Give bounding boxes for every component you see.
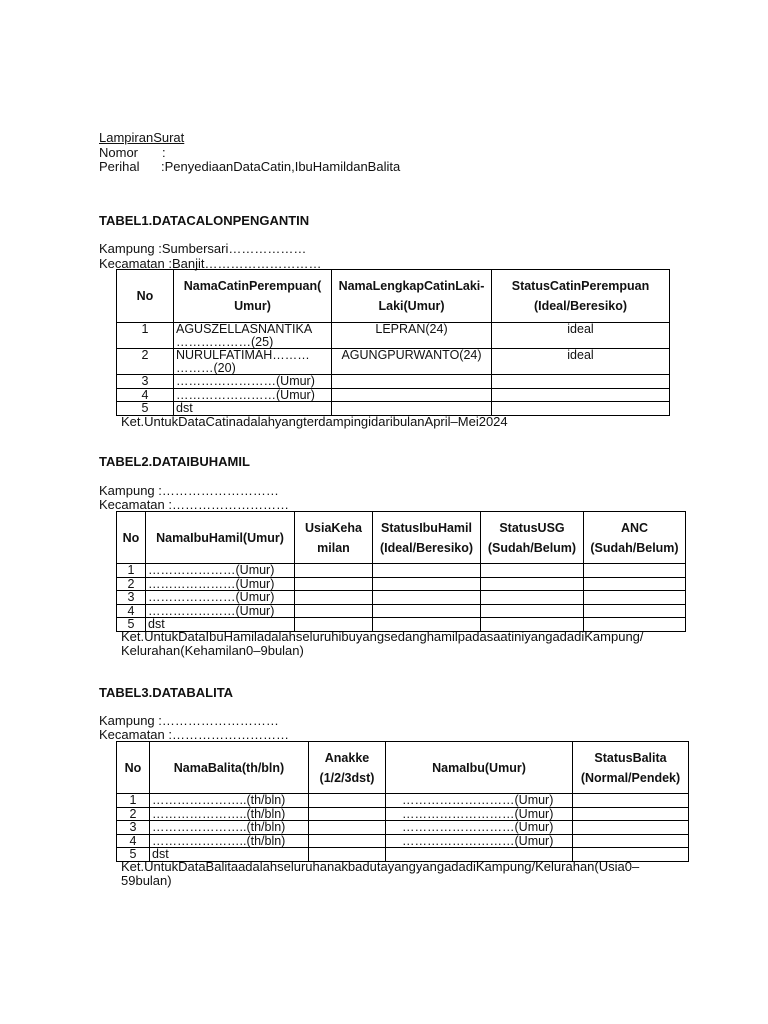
table3-title: TABEL3.DATABALITA	[99, 685, 234, 700]
row-ibu: ………………………(Umur)	[386, 821, 573, 835]
row-cell	[573, 834, 689, 848]
table2-header-no: No	[117, 512, 146, 564]
table3-header-anak: Anakke (1/2/3dst)	[309, 742, 386, 794]
row-perempuan: NURULFATIMAH……… ………(20)	[174, 349, 332, 375]
row-ibu: ………………………(Umur)	[386, 794, 573, 808]
table1-note: Ket.UntukDataCatinadalahyangterdampingidaribulanApril–Mei2024	[121, 414, 508, 429]
table2-header-usia: UsiaKeha milan	[295, 512, 373, 564]
row-cell	[481, 604, 584, 618]
row-cell	[584, 577, 686, 591]
table-row	[117, 794, 689, 808]
row-status	[492, 388, 670, 402]
row-laki: AGUNGPURWANTO(24)	[332, 349, 492, 375]
row-perempuan: AGUSZELLASNANTIKA ………………(25)	[174, 323, 332, 349]
table3-kampung: Kampung :………………………	[99, 713, 279, 728]
table3-note-line1: Ket.UntukDataBalitaadalahseluruhanakbadutayangyangadadiKampung/Kelurahan(Usia0–	[121, 859, 640, 874]
row-no: 4	[117, 388, 174, 402]
table1-header-perempuan: NamaCatinPerempuan( Umur)	[174, 270, 332, 323]
row-cell	[309, 794, 386, 808]
row-cell	[309, 821, 386, 835]
table3	[116, 741, 689, 862]
row-laki: LEPRAN(24)	[332, 323, 492, 349]
row-laki	[332, 388, 492, 402]
row-no: 5	[117, 618, 146, 632]
table2-note-line2: Kelurahan(Kehamilan0–9bulan)	[121, 643, 304, 658]
row-status	[492, 375, 670, 389]
table2-header-anc: ANC (Sudah/Belum)	[584, 512, 686, 564]
table2-header-nama: NamaIbuHamil(Umur)	[146, 512, 295, 564]
table2-title: TABEL2.DATAIBUHAMIL	[99, 454, 250, 469]
row-no: 5	[117, 848, 150, 862]
row-cell	[309, 807, 386, 821]
row-ibu: ………………………(Umur)	[386, 807, 573, 821]
table1-title: TABEL1.DATACALONPENGANTIN	[99, 213, 310, 228]
row-no: 2	[117, 807, 150, 821]
table1-kampung: Kampung :Sumbersari………………	[99, 241, 307, 256]
table1-header-laki: NamaLengkapCatinLaki- Laki(Umur)	[332, 270, 492, 323]
row-no: 4	[117, 834, 150, 848]
row-status: ideal	[492, 323, 670, 349]
row-cell	[295, 577, 373, 591]
nomor-value: :	[162, 145, 166, 160]
row-cell	[373, 591, 481, 605]
row-cell	[481, 577, 584, 591]
table-row	[117, 402, 670, 416]
row-perempuan: ……………………(Umur)	[174, 388, 332, 402]
row-no: 3	[117, 375, 174, 389]
row-no: 3	[117, 821, 150, 835]
row-nama: …………………(Umur)	[146, 604, 295, 618]
table3-kecamatan: Kecamatan :………………………	[99, 727, 289, 742]
row-nama: dst	[146, 618, 295, 632]
row-cell	[573, 821, 689, 835]
row-nama: …………………..(th/bln)	[150, 834, 309, 848]
row-no: 1	[117, 564, 146, 578]
row-nama: …………………(Umur)	[146, 577, 295, 591]
row-ibu: ………………………(Umur)	[386, 834, 573, 848]
table-row	[117, 591, 686, 605]
table3-header-nama: NamaBalita(th/bln)	[150, 742, 309, 794]
table2-header-status: StatusIbuHamil (Ideal/Beresiko)	[373, 512, 481, 564]
row-cell	[295, 591, 373, 605]
table1-kecamatan: Kecamatan :Banjit………………………	[99, 256, 322, 271]
row-nama: …………………(Umur)	[146, 564, 295, 578]
row-cell	[373, 564, 481, 578]
row-no: 2	[117, 349, 174, 375]
row-nama: dst	[150, 848, 309, 862]
nomor-label: Nomor	[99, 145, 139, 160]
table2-kecamatan: Kecamatan :………………………	[99, 497, 289, 512]
row-cell	[373, 577, 481, 591]
row-nama: …………………..(th/bln)	[150, 821, 309, 835]
table1	[116, 269, 670, 416]
row-cell	[573, 794, 689, 808]
table-row	[117, 577, 686, 591]
perihal-label: Perihal	[99, 159, 140, 174]
table3-note-line2: 59bulan)	[121, 873, 172, 888]
row-cell	[584, 604, 686, 618]
row-cell	[584, 564, 686, 578]
row-cell	[295, 604, 373, 618]
row-no: 1	[117, 323, 174, 349]
row-nama: …………………..(th/bln)	[150, 807, 309, 821]
row-status: ideal	[492, 349, 670, 375]
row-nama: …………………..(th/bln)	[150, 794, 309, 808]
row-cell	[373, 604, 481, 618]
row-no: 3	[117, 591, 146, 605]
row-nama: …………………(Umur)	[146, 591, 295, 605]
table-row	[117, 564, 686, 578]
table2-kampung: Kampung :………………………	[99, 483, 279, 498]
perihal-value: :PenyediaanDataCatin,IbuHamildanBalita	[161, 159, 401, 174]
row-no: 4	[117, 604, 146, 618]
table1-header-no: No	[117, 270, 174, 323]
row-cell	[481, 591, 584, 605]
table2	[116, 511, 686, 632]
row-perempuan: dst	[174, 402, 332, 416]
row-cell	[573, 807, 689, 821]
row-no: 1	[117, 794, 150, 808]
lampiran-title: LampiranSurat	[99, 130, 185, 145]
table-row	[117, 604, 686, 618]
table1-header-status: StatusCatinPerempuan (Ideal/Beresiko)	[492, 270, 670, 323]
table2-header-usg: StatusUSG (Sudah/Belum)	[481, 512, 584, 564]
table-row	[117, 323, 670, 349]
table-row	[117, 375, 670, 389]
table-row	[117, 388, 670, 402]
table-row	[117, 821, 689, 835]
table3-header-status: StatusBalita (Normal/Pendek)	[573, 742, 689, 794]
row-laki	[332, 375, 492, 389]
table3-header-no: No	[117, 742, 150, 794]
row-no: 5	[117, 402, 174, 416]
table-row	[117, 834, 689, 848]
table-row	[117, 807, 689, 821]
row-cell	[481, 564, 584, 578]
row-perempuan: ……………………(Umur)	[174, 375, 332, 389]
row-no: 2	[117, 577, 146, 591]
table2-note-line1: Ket.UntukDataIbuHamiladalahseluruhibuyangsedanghamilpadasaatiniyangadadiKampung/	[121, 629, 644, 644]
row-cell	[309, 834, 386, 848]
table3-header-ibu: NamaIbu(Umur)	[386, 742, 573, 794]
table-row	[117, 349, 670, 375]
row-status	[492, 402, 670, 416]
row-laki	[332, 402, 492, 416]
row-cell	[295, 564, 373, 578]
row-cell	[584, 591, 686, 605]
